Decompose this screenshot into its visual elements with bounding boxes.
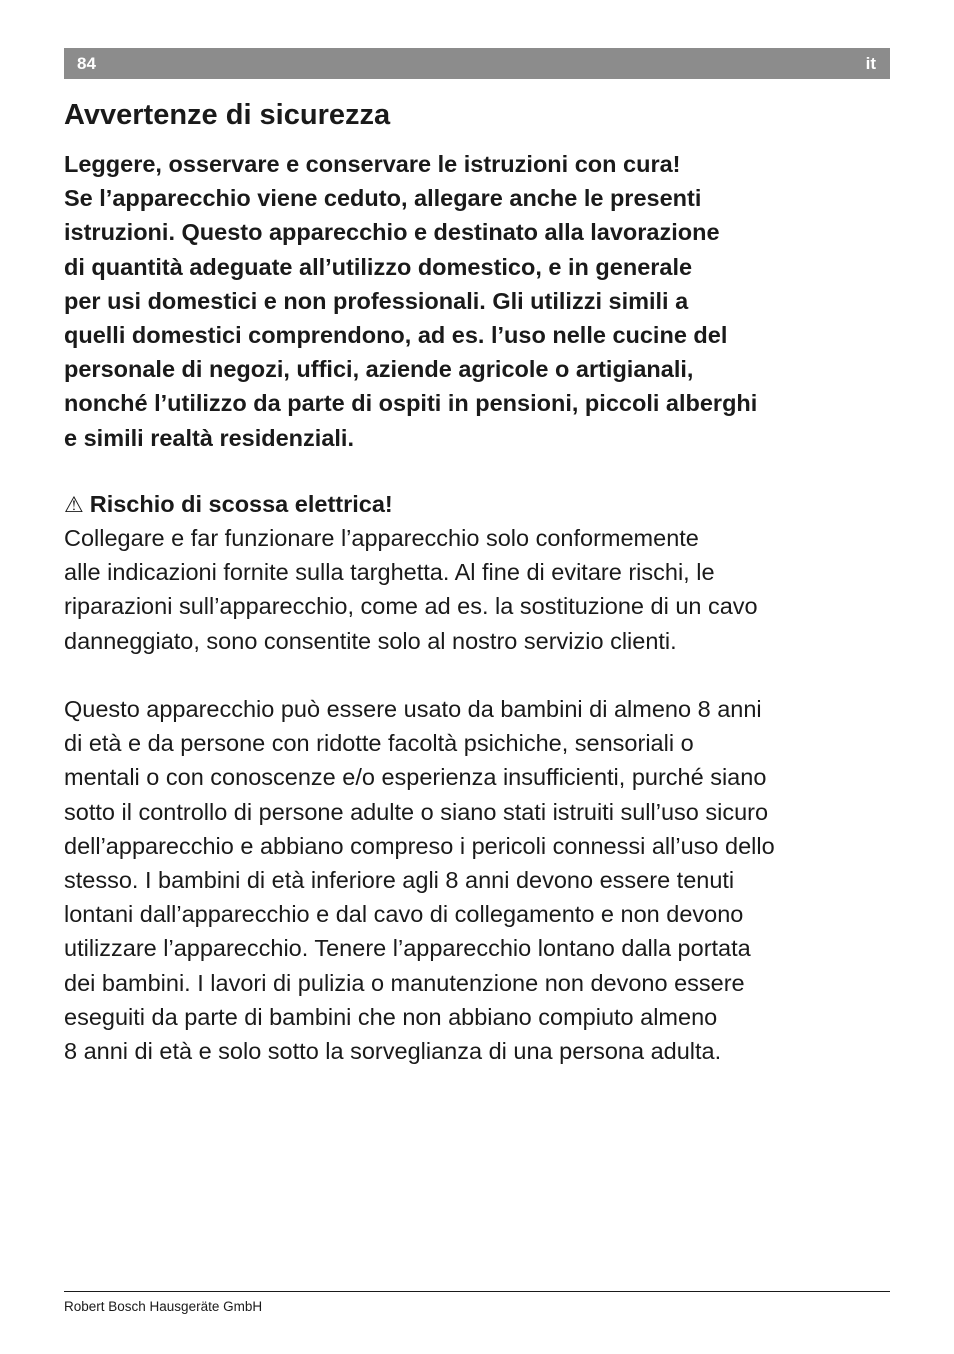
footer-divider: [64, 1291, 890, 1292]
intro-line: Leggere, osservare e conservare le istruzioni con cura!: [64, 151, 681, 177]
paragraph-line: Collegare e far funzionare l’apparecchio solo conformemente: [64, 525, 699, 551]
paragraph-line: eseguiti da parte di bambini che non abbiano compiuto almeno: [64, 1003, 718, 1030]
intro-line: personale di negozi, uffici, aziende agricole o artigianali,: [64, 356, 694, 383]
footer-company: Robert Bosch Hausgeräte GmbH: [64, 1299, 263, 1314]
paragraph-line: stesso. I bambini di età inferiore agli 8 anni devono essere tenuti: [64, 867, 735, 894]
warning-heading-text: Rischio di scossa elettrica!: [89, 491, 393, 517]
intro-line: Se l’apparecchio viene ceduto, allegare anche le presenti: [64, 185, 702, 212]
intro-line: nonché l’utilizzo da parte di ospiti in pensioni, piccoli alberghi: [64, 390, 758, 417]
paragraph-line: Questo apparecchio può essere usato da bambini di almeno 8 anni: [64, 696, 762, 722]
warning-heading: [64, 487, 393, 523]
page-number: 84: [77, 54, 96, 73]
paragraph-line: utilizzare l’apparecchio. Tenere l’apparecchio lontano dalla portata: [64, 935, 751, 962]
paragraph-line: dell’apparecchio e abbiano compreso i pericoli connessi all’uso dello: [64, 832, 775, 859]
paragraph-line: lontani dall’apparecchio e dal cavo di collegamento e non devono: [64, 901, 744, 928]
paragraph-line: alle indicazioni fornite sulla targhetta. Al fine di evitare rischi, le: [64, 559, 715, 586]
intro-line: istruzioni. Questo apparecchio e destinato alla lavorazione: [64, 219, 720, 246]
paragraph-line: sotto il controllo di persone adulte o siano stati istruiti sull’uso sicuro: [64, 798, 769, 825]
intro-line: e simili realtà residenziali.: [64, 424, 354, 451]
language-code: it: [865, 54, 876, 73]
paragraph-line: mentali o con conoscenze e/o esperienza insufficienti, purché siano: [64, 764, 767, 791]
page-title: Avvertenze di sicurezza: [64, 99, 391, 131]
paragraph-line: danneggiato, sono consentite solo al nostro servizio clienti.: [64, 627, 677, 654]
paragraph-line: dei bambini. I lavori di pulizia o manutenzione non devono essere: [64, 969, 745, 996]
paragraph-line: 8 anni di età e solo sotto la sorveglianza di una persona adulta.: [64, 1038, 722, 1065]
warning-triangle-icon: ⚠: [64, 493, 84, 518]
paragraph-line: di età e da persone con ridotte facoltà psichiche, sensoriali o: [64, 730, 694, 757]
intro-line: per usi domestici e non professionali. Gli utilizzi simili a: [64, 287, 689, 314]
intro-line: di quantità adeguate all’utilizzo domestico, e in generale: [64, 253, 693, 280]
children-safety-paragraph: [64, 692, 894, 1068]
page-header-bar: [64, 48, 890, 79]
intro-line: quelli domestici comprendono, ad es. l’uso nelle cucine del: [64, 322, 728, 349]
electric-shock-paragraph: [64, 521, 894, 658]
intro-paragraph: [64, 147, 894, 455]
paragraph-line: riparazioni sull’apparecchio, come ad es. la sostituzione di un cavo: [64, 593, 758, 620]
